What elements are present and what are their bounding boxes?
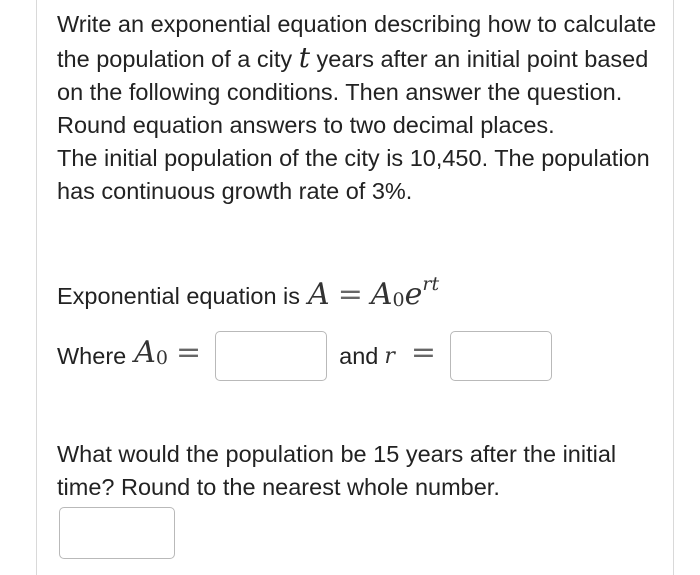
population-answer-input[interactable]	[59, 507, 175, 559]
population-question: What would the population be 15 years after the initial time? Round to the nearest whole number.	[57, 441, 617, 500]
a0-equals: =	[175, 334, 202, 370]
instructions-paragraph	[57, 8, 657, 142]
where-label: Where	[57, 342, 127, 369]
a0-symbol	[134, 335, 209, 370]
instructions-text-part2: years after an initial point based on the following conditions. Then answer the question. Round equation answers to two decimal places.	[57, 46, 649, 138]
equation-exponent: rt	[422, 272, 440, 295]
r-equals: =	[410, 334, 437, 370]
equation-base: A	[370, 276, 393, 312]
instructions-text-part1: Write an exponential equation describing how to calculate the population of a city	[57, 11, 657, 72]
r-equals-wrap	[403, 335, 444, 370]
a0-letter: A	[134, 334, 156, 370]
and-label: and	[339, 342, 379, 369]
equation-lhs: A	[308, 276, 330, 312]
r-answer-input[interactable]	[450, 331, 552, 381]
r-symbol: r	[384, 343, 395, 369]
problem-text	[57, 8, 657, 208]
equation-base-subscript: 0	[392, 288, 405, 311]
equation-row	[57, 272, 440, 316]
where-row	[57, 330, 552, 382]
equation-equals: =	[337, 276, 363, 312]
a0-subscript: 0	[155, 346, 168, 369]
conditions-paragraph: The initial population of the city is 10,450. The population has continuous growth rate of 3%.	[57, 145, 650, 204]
question-card	[36, 0, 674, 575]
time-variable: t	[298, 41, 310, 74]
a0-answer-input[interactable]	[215, 331, 327, 381]
equation-label: Exponential equation is	[57, 282, 301, 309]
equation-e: e	[404, 276, 423, 312]
equation-formula	[308, 273, 439, 312]
